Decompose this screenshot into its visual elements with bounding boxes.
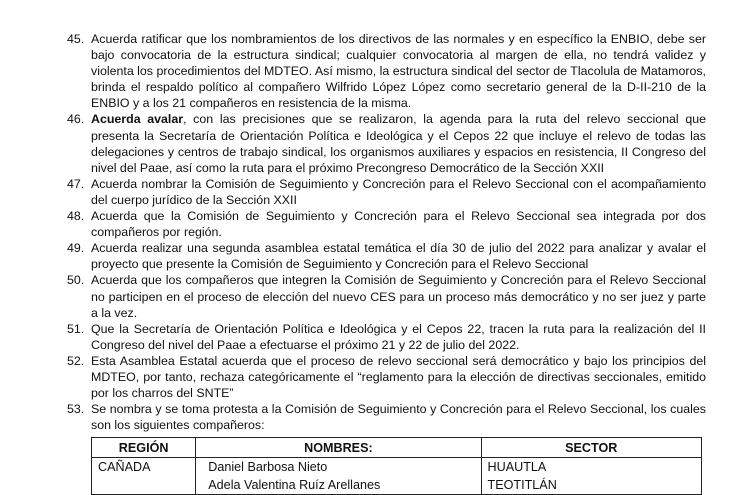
cell-sector [481,458,701,495]
item-text-container [91,111,706,175]
name-entry: Adela Valentina Ruíz Arellanes [208,478,381,492]
agreement-item [56,321,706,353]
item-number: 53. [67,402,85,417]
header-region: REGIÓN [92,438,196,458]
item-text: Acuerda que la Comisión de Seguimiento y Concreción para el Relevo Seccional sea integrada por dos compañeros por región. [91,209,706,240]
header-names: NOMBRES: [196,438,481,458]
item-number: 49. [67,241,85,256]
table-row [92,458,702,495]
agreement-item [56,401,706,433]
item-text: Acuerda que los compañeros que integren la Comisión de Seguimiento y Concreción para el Relevo Seccional no participen en el proceso de elección del nuevo CES para un proceso más democrático y no ser juez y parte a la vez. [91,273,706,320]
item-text: Acuerda ratificar que los nombramientos de los directivos de las normales y en específico la ENBIO, debe ser bajo convocatoria de la estructura sindical; cualquier convocatoria al margen de ella, no tendrá validez y violenta los procedimientos del MDTEO. Así mismo, la estructura sindical del sector de Tlacolula de Matamoros, brinda el respaldo político al compañero Wilfrido López López como secretario general de la D-II-210 de la ENBIO y a los 21 compañeros en resistencia de la misma. [91,32,706,111]
item-text: Acuerda realizar una segunda asamblea estatal temática el día 30 de julio del 2022 para analizar y avalar el proyecto que presente la Comisión de Seguimiento y Concreción para el Relevo Seccional [91,241,706,272]
agreement-item [56,176,706,208]
item-number: 45. [67,32,85,46]
header-sector: SECTOR [481,438,701,458]
table-header-row [92,438,702,458]
item-text: , con las precisiones que se realizaron, la agenda para la ruta del relevo seccional que presenta la Secretaría de Orientación Política e Ideológica y el Cepos 22 que incluye el relevo de todas las delegaciones y centros de trabajo sindical, los organismos auxiliares y espacios en resistencia, II Congreso del nivel del Paae, así como la ruta para el próximo Precongreso Democrático de la Sección XXII [91,112,706,175]
item-number: 52. [67,353,85,368]
item-text: Esta Asamblea Estatal acuerda que el proceso de relevo seccional será democrático y bajo los principios del MDTEO, por tanto, rechaza categóricamente el “reglamento para la elección de directivas seccionales, emitido por los charros del SNTE” [91,353,706,401]
item-text: Que la Secretaría de Orientación Política e Ideológica y el Cepos 22, tracen la ruta para la realización del II Congreso del nivel del Paae a efectuarse el próximo 21 y 22 de julio del 2022. [91,321,706,352]
item-number: 47. [67,176,85,191]
commission-table [91,437,702,495]
sector-entry: TEOTITLÁN [487,478,557,492]
agreement-item [56,240,706,272]
name-entry: Daniel Barbosa Nieto [208,460,328,474]
item-text: Acuerda nombrar la Comisión de Seguimiento y Concreción para el Relevo Seccional con el acompañamiento del cuerpo jurídico de la Sección XXII [91,176,706,207]
item-number: 48. [67,209,85,224]
item-number: 50. [67,273,85,288]
agreement-item [56,111,706,175]
agreement-item [56,353,706,401]
item-text: Se nombra y se toma protesta a la Comisión de Seguimiento y Concreción para el Relevo Seccional, los cuales son los siguientes compañeros: [91,402,706,433]
agreements-list [56,31,706,433]
cell-names [196,458,481,495]
cell-region: CAÑADA [92,458,196,495]
item-number: 51. [67,321,85,336]
agreement-item [56,208,706,240]
agreement-item [56,31,706,111]
sector-entry: HUAUTLA [487,460,547,474]
item-bold-lead: Acuerda avalar [91,112,184,127]
item-number: 46. [67,112,85,127]
agreement-item [56,272,706,320]
